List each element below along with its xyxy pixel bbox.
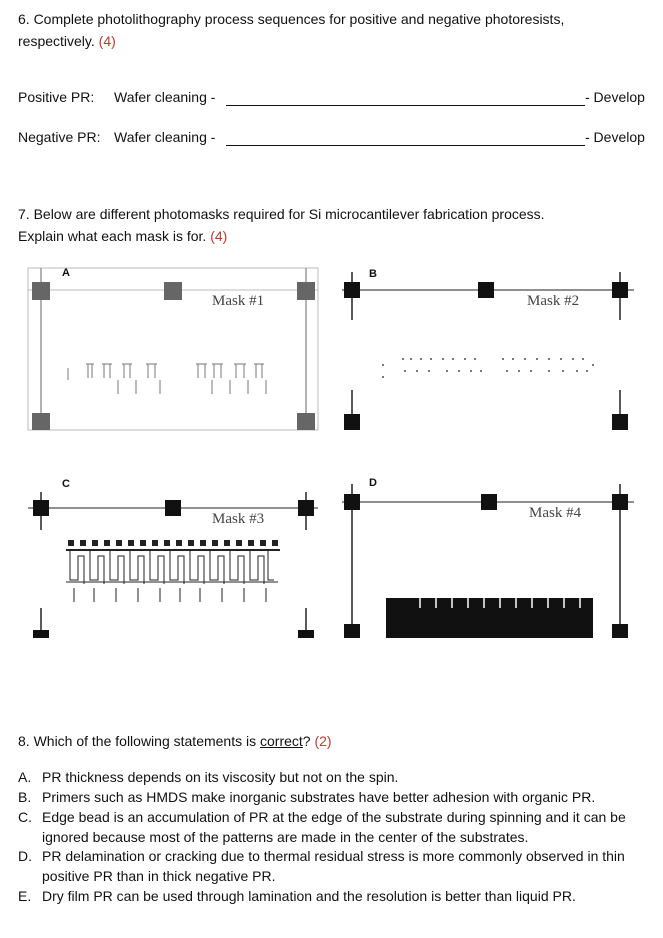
photomask-figure (0, 258, 663, 648)
q7-line2-text: Explain what each mask is for. (18, 228, 207, 244)
positive-pr-label: Positive PR: (18, 89, 95, 105)
mask-d-title: Mask #4 (529, 505, 582, 521)
q6-points: (4) (98, 33, 116, 49)
option-text: PR thickness depends on its viscosity but not on the spin. (42, 769, 399, 785)
q7-points: (4) (210, 228, 228, 244)
mask-panel-c (28, 492, 318, 638)
q8-suffix: ? (302, 733, 311, 749)
q7-line1: 7. Below are different photomasks required for Si microcantilever fabrication process. (18, 206, 545, 222)
negative-end-step: - Develop (585, 129, 645, 145)
option-text: PR delamination or cracking due to thermal residual stress is more commonly observed in thin positive PR than in thick negative PR. (42, 848, 625, 884)
option-key: B. (18, 789, 32, 805)
option-e[interactable] (18, 887, 648, 907)
option-key: E. (18, 888, 32, 904)
q8-question (18, 733, 332, 749)
q8-points: (2) (314, 733, 332, 749)
positive-end-step: - Develop (585, 89, 645, 105)
mask-panel-d (342, 484, 634, 638)
option-key: D. (18, 848, 32, 864)
option-text: Primers such as HMDS make inorganic substrates have better adhesion with organic PR. (42, 789, 596, 805)
mask-a-title: Mask #1 (212, 293, 265, 309)
mask-d-letter: D (369, 477, 377, 489)
mask-panel-b (342, 272, 634, 430)
option-text: Dry film PR can be used through lamination and the resolution is better than liquid PR. (42, 888, 576, 904)
option-c[interactable] (18, 808, 648, 847)
option-d[interactable] (18, 847, 648, 886)
option-key: A. (18, 769, 32, 785)
negative-pr-label: Negative PR: (18, 129, 101, 145)
q8-underlined-word: correct (260, 733, 303, 749)
positive-answer-blank[interactable] (226, 105, 585, 106)
mask-c-title: Mask #3 (212, 511, 265, 527)
q6-line2-text: respectively. (18, 33, 95, 49)
mask-b-title: Mask #2 (527, 293, 580, 309)
q8-prefix: 8. Which of the following statements is (18, 733, 257, 749)
positive-start-step: Wafer cleaning - (114, 89, 216, 105)
q7-line2 (18, 228, 227, 244)
mask-a-letter: A (62, 267, 70, 279)
mask-c-letter: C (62, 478, 70, 490)
mask-panel-a (28, 268, 318, 430)
negative-start-step: Wafer cleaning - (114, 129, 216, 145)
option-key: C. (18, 809, 32, 825)
option-a[interactable] (18, 768, 648, 788)
mask-b-letter: B (369, 268, 377, 280)
negative-answer-blank[interactable] (226, 145, 585, 146)
option-b[interactable] (18, 788, 648, 808)
q6-line2 (18, 33, 116, 49)
option-text: Edge bead is an accumulation of PR at the edge of the substrate during spinning and it can be ignored because most of the patterns are made in the center of the substrates. (42, 809, 626, 845)
q6-line1: 6. Complete photolithography process sequences for positive and negative photoresists, (18, 11, 565, 27)
